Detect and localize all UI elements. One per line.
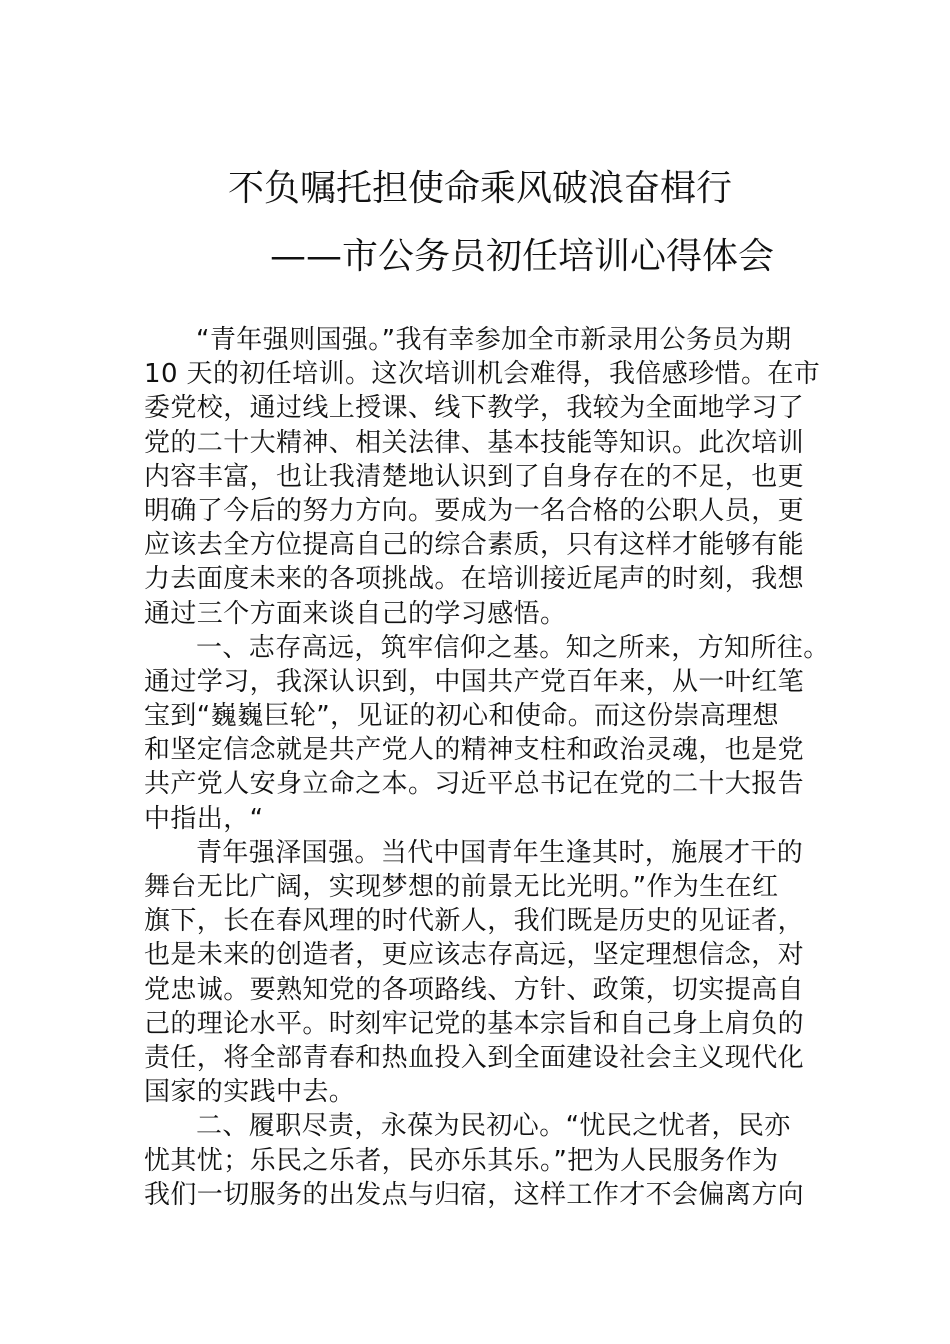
body-line: 党忠诚。要熟知党的各项路线、方针、政策，切实提高自 [144, 974, 805, 1005]
body-line: 内容丰富，也让我清楚地认识到了自身存在的不足，也更 [144, 461, 805, 492]
body-line: 委党校，通过线上授课、线下教学，我较为全面地学习了 [144, 393, 805, 424]
body-line: 宝到“巍巍巨轮”，见证的初心和使命。而这份崇高理想 [144, 701, 779, 732]
body-line: 忧其忧；乐民之乐者，民亦乐其乐。”把为人民服务作为 [144, 1145, 779, 1176]
body-line: 二、履职尽责，永葆为民初心。“忧民之忧者，民亦 [196, 1111, 791, 1142]
body-line: 10 天的初任培训。这次培训机会难得，我倍感珍惜。在市 [144, 359, 821, 390]
body-line: 青年强泽国强。当代中国青年生逢其时，施展才干的 [196, 837, 804, 868]
body-line: 责任，将全部青春和热血投入到全面建设社会主义现代化 [144, 1042, 805, 1073]
body-line: 通过学习，我深认识到，中国共产党百年来，从一叶红笔 [144, 666, 805, 697]
document-title: 不负嘱托担使命乘风破浪奋楫行 [228, 168, 733, 209]
body-line: 也是未来的创造者，更应该志存高远，坚定理想信念，对 [144, 940, 805, 971]
document-subtitle: ——市公务员初任培训心得体会 [270, 236, 775, 277]
body-line: 党的二十大精神、相关法律、基本技能等知识。此次培训 [144, 427, 805, 458]
body-line: 旗下，长在春风理的时代新人，我们既是历史的见证者， [144, 906, 805, 937]
body-line: 力去面度未来的各项挑战。在培训接近尾声的时刻，我想 [144, 564, 805, 595]
body-line: 己的理论水平。时刻牢记党的基本宗旨和自己身上肩负的 [144, 1008, 805, 1039]
body-line: 国家的实践中去。 [144, 1077, 356, 1108]
body-line: 舞台无比广阔，实现梦想的前景无比光明。”作为生在红 [144, 872, 779, 902]
body-line: 应该去全方位提高自己的综合素质，只有这样才能够有能 [144, 530, 805, 561]
body-line: 明确了今后的努力方向。要成为一名合格的公职人员，更 [144, 495, 805, 526]
body-line: 共产党人安身立命之本。习近平总书记在党的二十大报告 [144, 769, 805, 800]
body-line: 通过三个方面来谈自己的学习感悟。 [144, 598, 567, 629]
document-body [144, 323, 830, 1212]
body-line: 一、志存高远，筑牢信仰之基。知之所来，方知所往。 [196, 632, 830, 663]
body-line: 中指出，“ [144, 803, 264, 834]
body-line: 和坚定信念就是共产党人的精神支柱和政治灵魂，也是党 [144, 735, 805, 766]
body-line: 我们一切服务的出发点与归宿，这样工作才不会偏离方向 [144, 1179, 805, 1210]
body-line: “青年强则国强。”我有幸参加全市新录用公务员为期 [196, 325, 792, 355]
